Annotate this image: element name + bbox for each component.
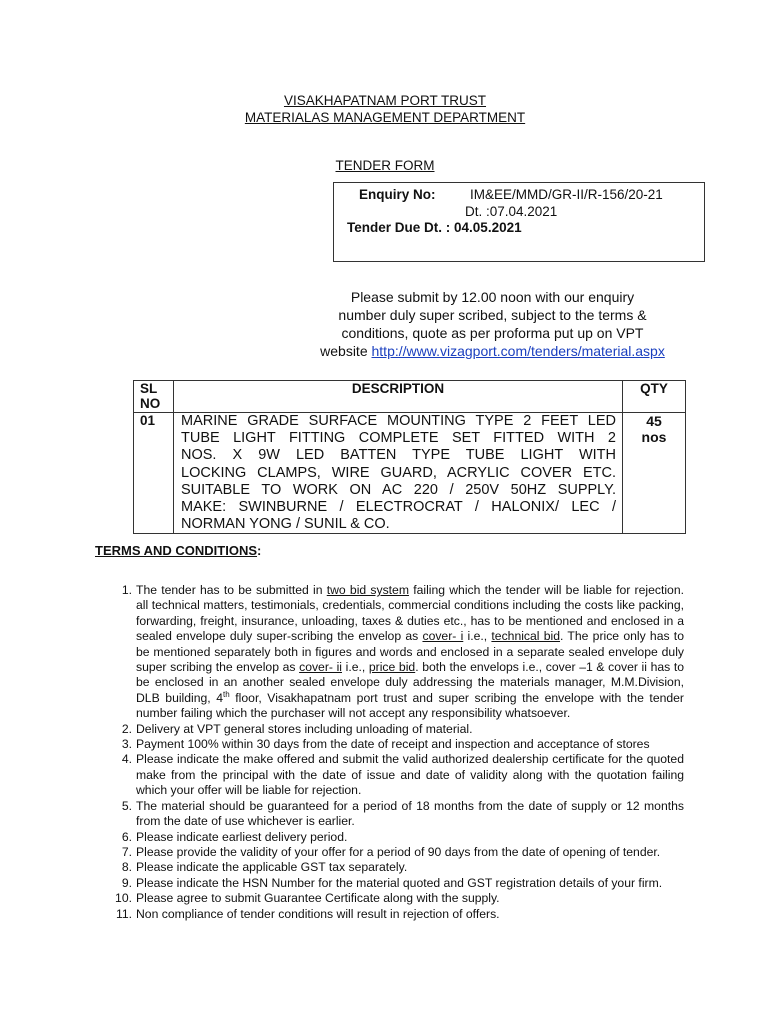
table-row	[134, 413, 686, 534]
list-number: 1.	[121, 583, 132, 597]
terms-title	[95, 543, 261, 558]
list-item	[110, 891, 684, 906]
term-text: i.e.,	[463, 629, 492, 644]
term-text: Please indicate the make offered and submit the valid authorized dealership certificate for the quoted make from the principal with the date of issue and date of validity along with the quotation failing which your offer will be liable for rejection.	[136, 752, 684, 798]
description-line: MAKE: SWINBURNE / ELECTROCRAT / HALONIX/ LEC /	[181, 499, 616, 516]
sl-header-line1: SL	[140, 381, 158, 396]
term-underlined: two bid system	[326, 583, 409, 597]
enquiry-box	[333, 182, 705, 262]
term-text: Please indicate the applicable GST tax separately.	[136, 860, 408, 875]
list-item	[110, 845, 684, 860]
term-underlined: cover- i	[422, 629, 464, 644]
description-line: SUITABLE TO WORK ON AC 220 / 250V 50HZ SUPPLY.	[181, 481, 616, 498]
instruction-line: number duly super scribed, subject to the terms &	[338, 307, 647, 323]
term-text: failing which the tender will be liable for rejection. all technical matters, testimonials, credentials, commercial conditions including the costs like packing, forwarding, freight, insurance, unloading, taxes & duties etc., has to be mentioned and enclosed in a sealed envelope duly super-scribing the envelop as	[136, 583, 684, 644]
term-text: The tender has to be submitted in	[136, 583, 327, 597]
instructions	[300, 288, 685, 360]
tender-url-link[interactable]: http://www.vizagport.com/tenders/material.aspx	[371, 343, 665, 359]
list-number: 11.	[115, 906, 132, 921]
qty-header: QTY	[623, 381, 686, 413]
list-item	[110, 799, 684, 830]
list-number: 7.	[121, 844, 132, 859]
qty-value: 45	[646, 413, 662, 429]
list-item	[110, 722, 684, 737]
term-text: Please agree to submit Guarantee Certificate along with the supply.	[136, 891, 500, 906]
description-line: MARINE GRADE SURFACE MOUNTING TYPE 2 FEET LED	[181, 413, 616, 429]
due-date: 04.05.2021	[454, 220, 522, 235]
list-item	[110, 907, 684, 922]
description-line: NOS. X 9W LED BATTEN TYPE TUBE LIGHT WITH	[181, 447, 616, 464]
list-number: 5.	[121, 798, 132, 813]
terms-title-text: TERMS AND CONDITIONS	[95, 543, 258, 558]
term-text: Payment 100% within 30 days from the date of receipt and inspection and acceptance of stores	[136, 737, 650, 752]
description-line: NORMAN YONG / SUNIL & CO.	[181, 516, 390, 533]
items-table	[133, 380, 686, 534]
description-cell	[174, 413, 623, 534]
list-item	[110, 752, 684, 798]
term-underlined: technical bid	[491, 629, 561, 644]
list-number: 6.	[121, 829, 132, 844]
form-title: TENDER FORM	[335, 158, 435, 173]
list-item	[110, 737, 684, 752]
org-title: VISAKHAPATNAM PORT TRUST	[283, 93, 487, 108]
list-number: 2.	[121, 721, 132, 736]
instruction-line: Please submit by 12.00 noon with our enquiry	[350, 289, 635, 305]
sl-cell	[134, 413, 174, 534]
description-header: DESCRIPTION	[174, 381, 623, 413]
website-label: website	[320, 343, 368, 359]
sl-header	[134, 381, 174, 413]
list-item	[110, 876, 684, 891]
list-item	[110, 583, 684, 722]
term-text: Please provide the validity of your offer for a period of 90 days from the date of opening of tender.	[136, 844, 661, 859]
term-text: floor, Visakhapatnam port trust and super scribing the envelope with the tender number failing which the purchaser will not accept any responsibility whatsoever.	[136, 690, 684, 721]
term-text: Non compliance of tender conditions will result in rejection of offers.	[136, 906, 500, 921]
term-text: . both the envelops i.e., cover –1 & cover ii has to be enclosed in an another sealed envelope duly addressing the materials manager, M.M.Division, DLB building, 4	[136, 660, 685, 705]
enquiry-number: IM&EE/MMD/GR-II/R-156/20-21	[470, 187, 663, 202]
list-item	[110, 860, 684, 875]
term-text: i.e.,	[342, 660, 369, 675]
list-number: 9.	[121, 875, 132, 890]
enquiry-label: Enquiry No:	[359, 187, 436, 202]
instruction-line: conditions, quote as per proforma put up on VPT	[341, 325, 644, 341]
term-superscript: th	[223, 689, 230, 699]
qty-cell	[623, 413, 686, 534]
description-line: LOCKING CLAMPS, WIRE GUARD, ACRYLIC COVER ETC.	[181, 464, 616, 481]
term-text: Please indicate earliest delivery period.	[136, 829, 348, 844]
qty-unit: nos	[641, 429, 667, 445]
terms-list	[110, 583, 684, 922]
term-text: . The price only has to be mentioned separately both in figures and words and enclosed in a separate sealed envelope duly super scribing the envelop as	[136, 629, 684, 675]
list-number: 4.	[121, 752, 132, 767]
list-item	[110, 830, 684, 845]
term-underlined: price bid	[368, 660, 416, 675]
due-label: Tender Due Dt. :	[347, 220, 451, 235]
enquiry-date: Dt. :07.04.2021	[465, 204, 558, 219]
instruction-line	[300, 342, 685, 360]
table-header-row	[134, 381, 686, 413]
sl-header-line2: NO	[140, 396, 161, 411]
dept-title: MATERIALAS MANAGEMENT DEPARTMENT	[244, 110, 526, 125]
list-number: 8.	[121, 860, 132, 875]
terms-title-colon: :	[257, 543, 262, 558]
list-number: 10.	[115, 891, 132, 906]
list-number: 3.	[121, 737, 132, 752]
term-text: Please indicate the HSN Number for the material quoted and GST registration details of your firm.	[136, 875, 663, 890]
sl-value: 01	[140, 413, 156, 428]
term-underlined: cover- ii	[299, 660, 342, 675]
term-text: Delivery at VPT general stores including unloading of material.	[136, 721, 473, 736]
term-text: The material should be guaranteed for a period of 18 months from the date of supply or 12 months from the date of use whichever is earlier.	[136, 798, 684, 829]
description-line: TUBE LIGHT FITTING COMPLETE SET FITTED WITH 2	[181, 430, 616, 447]
due-date-line	[347, 220, 522, 235]
